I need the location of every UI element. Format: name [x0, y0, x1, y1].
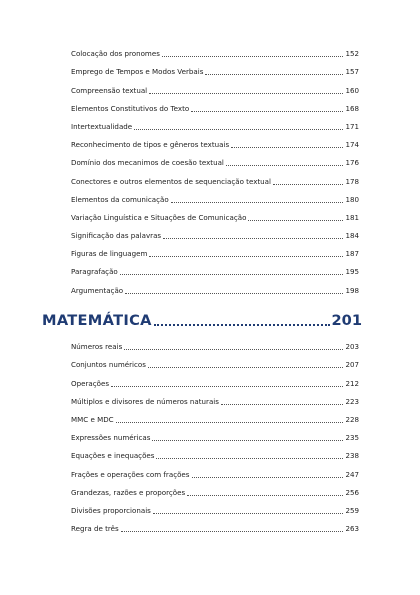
toc-entry: [71, 515, 359, 533]
toc-entry-title: Frações e operações com frações: [71, 469, 190, 479]
toc-dot-leader: [149, 255, 343, 257]
toc-dot-leader: [149, 92, 343, 94]
toc-entry: [71, 167, 359, 185]
toc-entry-title: Elementos da comunicação: [71, 194, 169, 204]
toc-entry: [71, 406, 359, 424]
toc-entry-page: 228: [345, 414, 359, 424]
toc-dot-leader: [205, 73, 343, 75]
toc-entry-page: 157: [345, 67, 359, 77]
toc-entry: [71, 40, 359, 58]
toc-entry: [71, 76, 359, 94]
toc-dot-leader: [221, 403, 343, 405]
section-heading-matematica: [42, 308, 362, 330]
table-of-contents-matematica: [71, 333, 359, 533]
toc-entry: [71, 351, 359, 369]
toc-entry-title: Figuras de linguagem: [71, 249, 148, 259]
toc-entry-page: 184: [345, 231, 359, 241]
toc-dot-leader: [187, 494, 343, 496]
toc-entry-title: Domínio dos mecanimos de coesão textual: [71, 158, 224, 168]
toc-entry-page: 212: [345, 378, 359, 388]
toc-dot-leader: [162, 55, 344, 57]
toc-entry: [71, 388, 359, 406]
toc-entry-title: Grandezas, razões e proporções: [71, 487, 186, 497]
toc-entry-title: MMC e MDC: [71, 414, 114, 424]
toc-entry-page: 176: [345, 158, 359, 168]
toc-entry: [71, 333, 359, 351]
toc-entry: [71, 149, 359, 167]
toc-entry: [71, 258, 359, 276]
toc-entry-title: Variação Linguística e Situações de Comunicação: [71, 212, 247, 222]
toc-entry: [71, 95, 359, 113]
toc-entry-page: 223: [345, 396, 359, 406]
toc-entry-page: 168: [345, 103, 359, 113]
toc-entry-page: 207: [345, 360, 359, 370]
toc-dot-leader: [273, 183, 343, 185]
toc-dot-leader: [121, 530, 344, 532]
toc-entry-page: 171: [345, 121, 359, 131]
toc-dot-leader: [152, 439, 343, 441]
toc-entry-title: Argumentação: [71, 285, 124, 295]
toc-dot-leader: [191, 110, 343, 112]
toc-dot-leader: [226, 164, 344, 166]
toc-entry-title: Paragrafação: [71, 267, 118, 277]
toc-entry-title: Significação das palavras: [71, 231, 162, 241]
toc-entry-page: 178: [345, 176, 359, 186]
toc-entry-page: 198: [345, 285, 359, 295]
toc-entry: [71, 460, 359, 478]
toc-entry: [71, 276, 359, 294]
toc-entry-title: Emprego de Tempos e Modos Verbais: [71, 67, 204, 77]
toc-entry: [71, 240, 359, 258]
toc-entry-title: Conjuntos numéricos: [71, 360, 146, 370]
toc-dot-leader: [248, 219, 343, 221]
toc-entry-page: 187: [345, 249, 359, 259]
toc-entry-page: 180: [345, 194, 359, 204]
toc-entry-page: 203: [345, 342, 359, 352]
toc-entry-title: Números reais: [71, 342, 123, 352]
toc-entry-page: 195: [345, 267, 359, 277]
toc-dot-leader: [153, 512, 344, 514]
toc-dot-leader: [124, 348, 343, 350]
toc-entry-title: Múltiplos e divisores de números naturais: [71, 396, 219, 406]
toc-entry-page: 256: [345, 487, 359, 497]
toc-entry-title: Reconhecimento de tipos e gêneros textuais: [71, 140, 230, 150]
toc-entry-page: 235: [345, 433, 359, 443]
toc-entry-title: Conectores e outros elementos de sequenciação textual: [71, 176, 271, 186]
toc-dot-leader: [163, 237, 343, 239]
toc-dot-leader: [231, 146, 343, 148]
toc-entry: [71, 497, 359, 515]
toc-entry-title: Intertextualidade: [71, 121, 133, 131]
toc-entry-title: Elementos Constitutivos do Texto: [71, 103, 190, 113]
toc-dot-leader: [134, 128, 343, 130]
toc-entry: [71, 479, 359, 497]
toc-entry-page: 238: [345, 451, 359, 461]
toc-entry: [71, 369, 359, 387]
section-title: MATEMÁTICA: [42, 312, 152, 329]
toc-dot-leader: [111, 385, 343, 387]
section-dot-leader: [154, 323, 330, 326]
toc-dot-leader: [171, 201, 344, 203]
toc-entry: [71, 186, 359, 204]
toc-entry-title: Regra de três: [71, 524, 119, 534]
toc-entry: [71, 204, 359, 222]
toc-entry: [71, 113, 359, 131]
toc-entry: [71, 222, 359, 240]
toc-entry: [71, 58, 359, 76]
toc-entry: [71, 424, 359, 442]
toc-entry-title: Equações e inequações: [71, 451, 155, 461]
toc-entry-page: 259: [345, 505, 359, 515]
toc-entry-title: Compreensão textual: [71, 85, 148, 95]
toc-dot-leader: [120, 273, 344, 275]
toc-entry: [71, 131, 359, 149]
toc-entry-title: Colocação dos pronomes: [71, 49, 160, 59]
toc-entry-title: Operações: [71, 378, 110, 388]
toc-entry-page: 263: [345, 524, 359, 534]
toc-entry-page: 160: [345, 85, 359, 95]
toc-dot-leader: [148, 366, 344, 368]
toc-dot-leader: [156, 457, 343, 459]
toc-entry: [71, 442, 359, 460]
toc-entry-page: 247: [345, 469, 359, 479]
toc-entry-title: Expressões numéricas: [71, 433, 151, 443]
toc-entry-page: 152: [345, 49, 359, 59]
section-page: 201: [331, 312, 362, 329]
toc-entry-page: 174: [345, 140, 359, 150]
toc-entry-page: 181: [345, 212, 359, 222]
toc-dot-leader: [116, 421, 344, 423]
table-of-contents-portugues: [71, 40, 359, 295]
toc-dot-leader: [192, 476, 344, 478]
toc-dot-leader: [125, 292, 343, 294]
toc-entry-title: Divisões proporcionais: [71, 505, 151, 515]
